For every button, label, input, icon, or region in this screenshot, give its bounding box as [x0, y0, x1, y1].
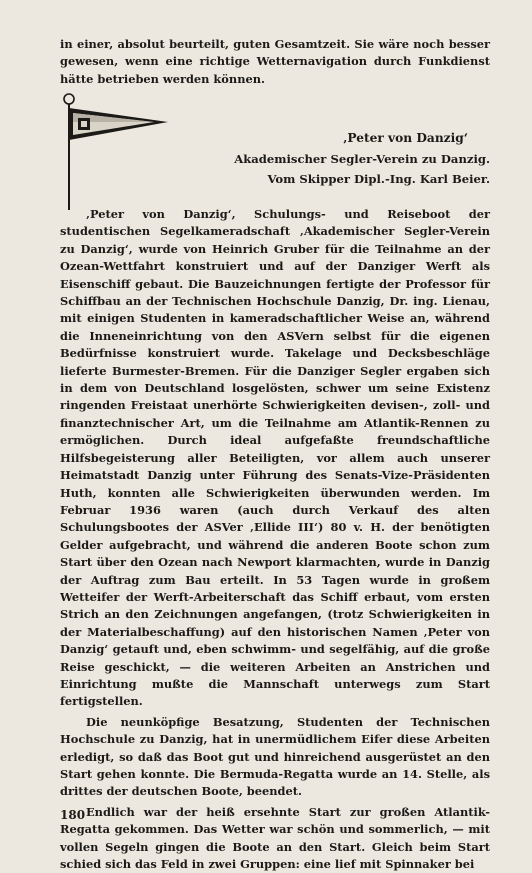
article-author: Vom Skipper Dipl.-Ing. Karl Beier.	[267, 172, 490, 186]
body-paragraph: ‚Peter von Danzig‘, Schulungs- und Reiseboot der studentischen Segelkameradschaft ‚Akademischer Segler-Verein zu Danzig‘, wurde von Heinrich Gruber für die Teilnahme an der Ozean-Wettfahrt konstruiert und auf der Danziger Werft als Eisenschiff gebaut. Die Bauzeichnungen fertigte der Professor für Schiffbau an der Technischen Hochschule Danzig, Dr. ing. Lienau, mit einigen Studenten in kameradschaftlicher Weise an, während die Inneneinrichtung von den ASVern selbst für die eigenen Bedürfnisse konstruiert wurde. Takelage und Decksbeschläge lieferte Burmester-Bremen. Für die Danziger Segler ergaben sich in dem von Deutschland losgelösten, schwer um seine Existenz ringenden Freistaat unerhörte Schwierigkeiten devisen-, zoll- und finanztechnischer Art, um die Teilnahme am Atlantik-Rennen zu ermöglichen. Durch ideal aufgefaßte freundschaftliche Hilfsbegeisterung aller Beteiligten, vor allem auch unserer Heimatstadt Danzig unter Führung des Senats-Vize-Präsidenten Huth, konnten alle Schwierigkeiten überwunden werden. Im Februar 1936 waren (auch durch Verkauf des alten Schulungsbootes der ASVer ‚Ellide III‘) 80 v. H. der benötigten Gelder aufgebracht, und während die anderen Boote schon zum Start über den Ozean nach Newport klarmachten, wurde in Danzig der Auftrag zum Bau erteilt. In 53 Tagen wurde in großem Wetteifer der Werft-Arbeiterschaft das Schiff erbaut, vom ersten Strich an den Zeichnungen angefangen, (trotz Schwierigkeiten in der Materialbeschaffung) auf den historischen Namen ‚Peter von Danzig‘ getauft und, eben schwimm- und segelfähig, auf die große Reise geschickt, — die weiteren Arbeiten an Anstrichen und Einrichtung mußte die Mannschaft unterwegs zum Start fertigstellen.	[60, 207, 490, 709]
page-number: 180	[60, 808, 86, 822]
body-paragraph: Endlich war der heiß ersehnte Start zur großen Atlantik-Regatta gekommen. Das Wetter war schön und sommerlich, — mit vollen Segeln gingen die Boote an den Start. Gleich beim Start schied sich das Feld in zwei Gruppen: eine lief mit Spinnaker bei	[60, 804, 490, 872]
intro-text: in einer, absolut beurteilt, guten Gesamtzeit. Sie wäre noch besser gewesen, wenn eine richtige Wetternavigation durch Funkdienst hätte betrieben werden können.	[60, 37, 490, 86]
body-paragraph: Die neunköpfige Besatzung, Studenten der Technischen Hochschule zu Danzig, hat in unermüdlichem Eifer diese Arbeiten erledigt, so daß das Boot gut und hinreichend ausgerüstet an den Start gehen konnte. Die Bermuda-Regatta wurde an 14. Stelle, als drittes der deutschen Boote, beendet.	[60, 714, 490, 799]
article-title: ‚Peter von Danzig‘	[343, 131, 468, 145]
pennant-icon	[60, 92, 172, 212]
article-subtitle: Akademischer Segler-Verein zu Danzig.	[234, 151, 490, 166]
intro-paragraph	[60, 36, 490, 88]
article-body	[60, 206, 490, 873]
article-heading	[200, 128, 490, 190]
